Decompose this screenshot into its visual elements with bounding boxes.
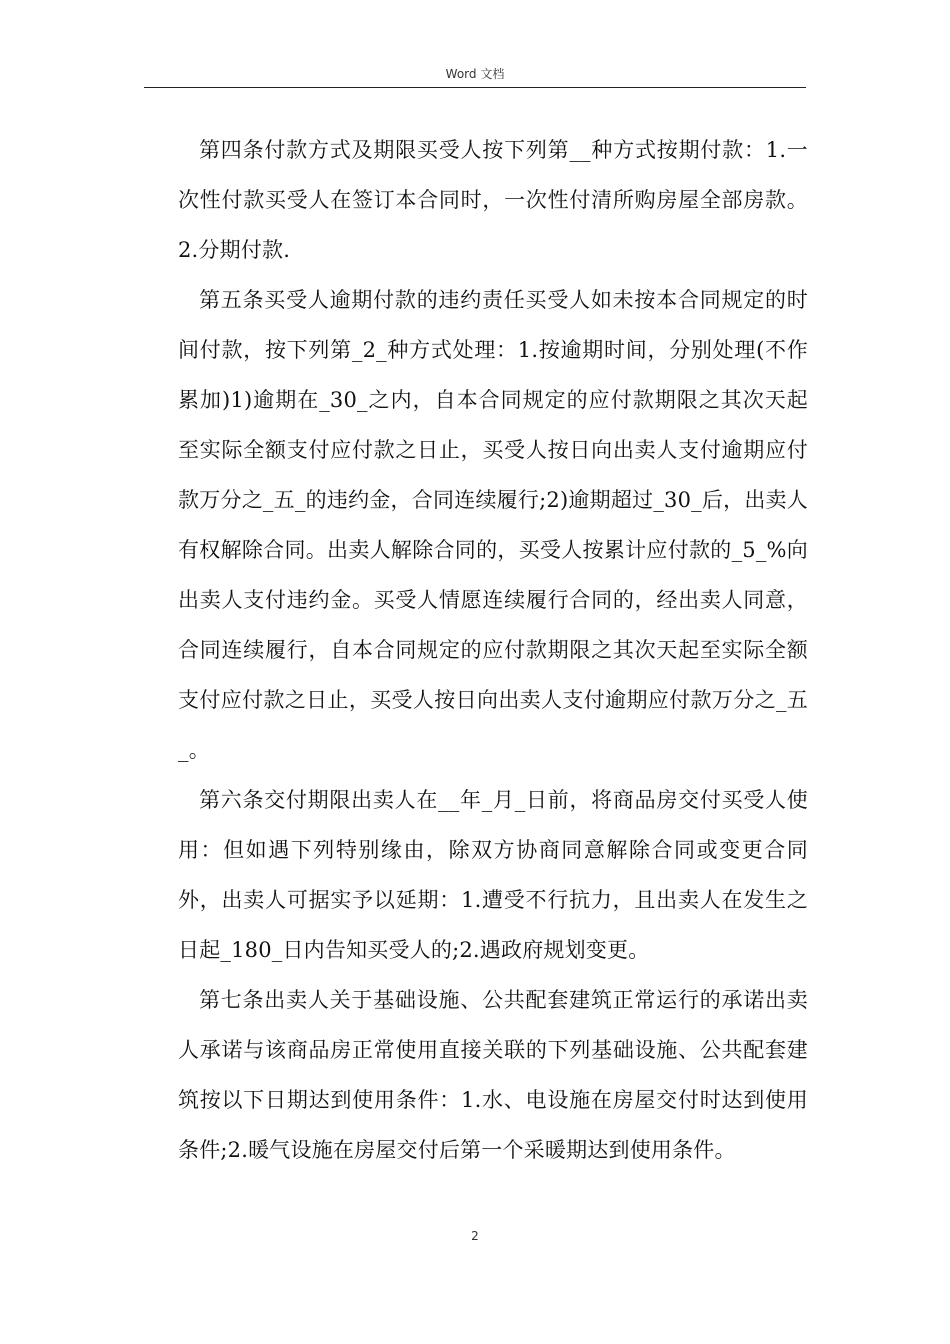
paragraph-article-6: 第六条交付期限出卖人在__年_月_日前，将商品房交付买受人使用：但如遇下列特别缘由，除双方协商同意解除合同或变更合同外，出卖人可据实予以延期：1.遭受不行抗力，且出卖人在发生之日起_180_日内告知买受人的;2.遇政府规划变更。 — [178, 788, 808, 962]
page-number: 2 — [471, 1229, 479, 1243]
paragraph-article-7: 第七条出卖人关于基础设施、公共配套建筑正常运行的承诺出卖人承诺与该商品房正常使用直接关联的下列基础设施、公共配套建筑按以下日期达到使用条件：1.水、电设施在房屋交付时达到使用条件;2.暖气设施在房屋交付后第一个采暖期达到使用条件。 — [178, 988, 808, 1162]
paragraph-article-5: 第五条买受人逾期付款的违约责任买受人如未按本合同规定的时间付款，按下列第_2_种方式处理：1.按逾期时间，分别处理(不作累加)1)逾期在_30_之内，自本合同规定的应付款期限之其次天起至实际全额支付应付款之日止，买受人按日向出卖人支付逾期应付款万分之_五_的违约金，合同连续履行;2)逾期超过_30_后，出卖人有权解除合同。出卖人解除合同的，买受人按累计应付款的_5_%向出卖人支付违约金。买受人情愿连续履行合同的，经出卖人同意，合同连续履行，自本合同规定的应付款期限之其次天起至实际全额支付应付款之日止，买受人按日向出卖人支付逾期应付款万分之_五_。 — [178, 288, 808, 762]
document-body — [178, 125, 808, 1175]
header-divider — [144, 87, 806, 88]
paragraph-article-4: 第四条付款方式及期限买受人按下列第__种方式按期付款：1.一次性付款买受人在签订本合同时，一次性付清所购房屋全部房款。2.分期付款. — [178, 138, 808, 262]
page-header: Word 文档 — [445, 67, 505, 81]
